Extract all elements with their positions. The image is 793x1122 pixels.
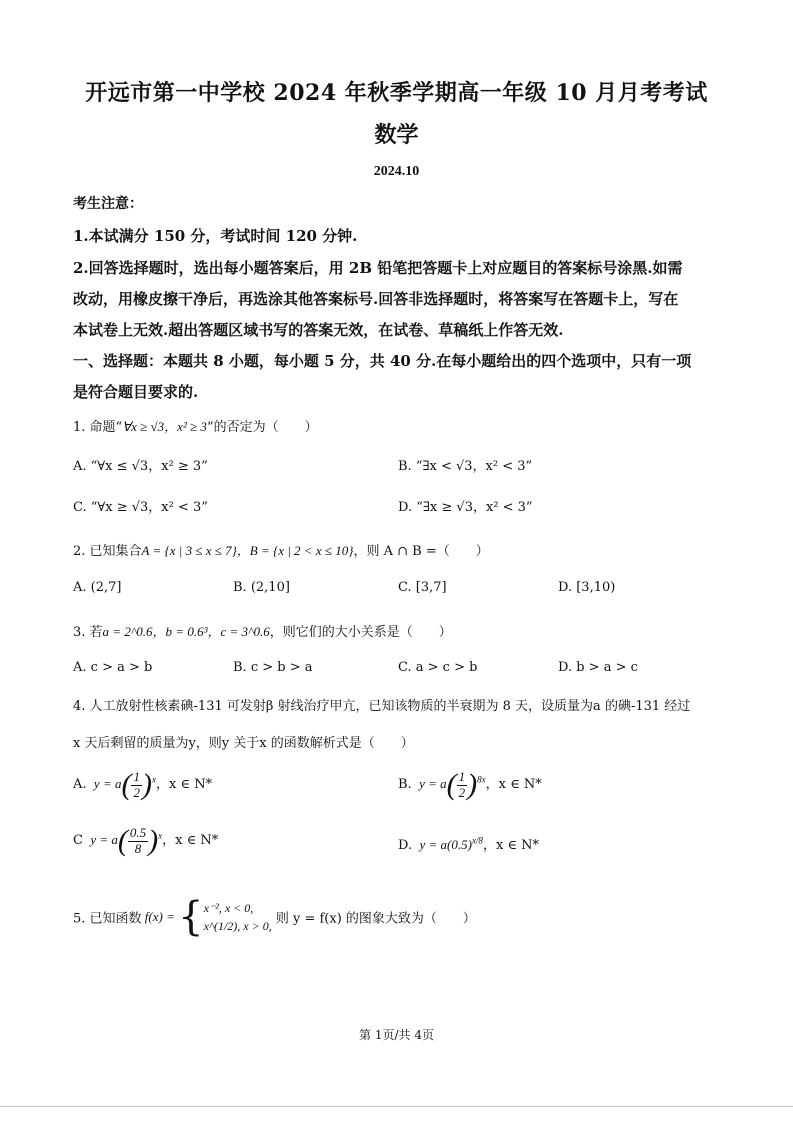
q2-option-d: D. [3,10) [558, 580, 616, 595]
q4-option-b-formula: y = a( $\frac{1}{2}$ )$^{8x}$ [415, 768, 486, 801]
q3-option-b: B. c > b > a [233, 660, 313, 675]
q1-option-c: C. “∀x ≥ √3，x² < 3” [73, 500, 208, 515]
q3-stem-math: a = 2^0.6，b = 0.6³，c = 3^0.6 [102, 624, 270, 639]
q1-option-b: B. “∃x < √3，x² < 3” [398, 459, 533, 474]
note-1: 1.本试满分 150 分，考试时间 120 分钟. [73, 227, 358, 245]
q3-stem-post: ，则它们的大小关系是（ ） [269, 625, 452, 640]
q4-option-b-label: B. [398, 776, 412, 792]
q1-stem-math: ∀x ≥ √3，x² ≥ 3 [122, 419, 207, 434]
q3-option-a: A. c > a > b [73, 660, 153, 675]
section-1-heading-line-1: 一、选择题：本题共 8 小题，每小题 5 分，共 40 分.在每小题给出的四个选项中，只有一项 [73, 352, 692, 370]
q3-option-d: D. b > a > c [558, 660, 638, 675]
q5-case-1: x⁻², x < 0, [203, 901, 254, 915]
q4-option-b-domain: ，x ∈ N* [485, 776, 542, 792]
q2-stem-pre: 2. 已知集合 [73, 544, 142, 559]
q5-brace: { [178, 894, 204, 940]
q4-option-c-domain: ，x ∈ N* [162, 832, 219, 848]
q5-function-name: f(x) = [141, 909, 179, 924]
q2-option-a: A. (2,7] [73, 580, 122, 595]
exam-title: 开远市第一中学校 2024 年秋季学期高一年级 10 月月考考试 [85, 80, 708, 106]
question-1-stem [73, 416, 318, 435]
question-3-stem [73, 621, 452, 640]
question-4-stem-line-1: 4. 人工放射性核素碘-131 可发射β 射线治疗甲亢，已知该物质的半衰期为 8 天，设质量为a 的碘-131 经过 [73, 699, 691, 714]
q5-piecewise [204, 899, 272, 935]
question-5-stem [73, 894, 476, 940]
q4-option-a [73, 768, 212, 802]
q2-stem-math: A = {x | 3 ≤ x ≤ 7}，B = {x | 2 < x ≤ 10} [141, 543, 354, 558]
question-2-stem [73, 540, 489, 559]
exam-date: 2024.10 [373, 164, 420, 179]
note-2-line-3: 本试卷上无效.超出答题区域书写的答案无效，在试卷、草稿纸上作答无效. [73, 321, 564, 339]
section-1-heading-line-2: 是符合题目要求的. [73, 383, 199, 401]
q1-stem-pre: 1. 命题“ [73, 420, 123, 435]
q3-stem-pre: 3. 若 [73, 625, 103, 640]
q2-option-b: B. (2,10] [233, 580, 290, 595]
q1-stem-post: ”的否定为（ ） [206, 420, 318, 435]
q4-option-a-label: A. [73, 776, 87, 792]
q4-option-d [398, 834, 539, 853]
q4-option-d-label: D. [398, 838, 413, 853]
q4-option-a-domain: ，x ∈ N* [155, 776, 213, 792]
q4-option-d-domain: ，x ∈ N* [482, 838, 540, 853]
notes-heading: 考生注意： [73, 196, 143, 212]
q4-option-c [73, 824, 218, 858]
page-bottom-divider [0, 1106, 793, 1107]
q4-option-c-formula: y = a( $\frac{0.5}{8}$ )$^x$ [87, 824, 163, 857]
q4-option-a-formula: y = a( $\frac{1}{2}$ )$^x$ [90, 768, 156, 801]
note-2-line-1: 2.回答选择题时，选出每小题答案后，用 2B 铅笔把答题卡上对应题目的答案标号涂黑.如需 [73, 259, 683, 277]
note-2-line-2: 改动，用橡皮擦干净后，再选涂其他答案标号.回答非选择题时，将答案写在答题卡上，写在 [73, 290, 679, 308]
q3-option-c: C. a > c > b [398, 660, 478, 675]
q1-option-d: D. “∃x ≥ √3，x² < 3” [398, 500, 533, 515]
exam-subject: 数学 [374, 122, 419, 148]
q5-case-2: x^(1/2), x > 0, [203, 919, 272, 933]
q4-option-d-formula: $y = a(0.5)^{x/8}$ [416, 835, 483, 852]
q5-stem-pre: 5. 已知函数 [73, 911, 142, 927]
page-footer: 第 1页/共 4页 [359, 1028, 434, 1042]
q2-option-c: C. [3,7] [398, 580, 447, 595]
question-4-stem-line-2: x 天后剩留的质量为y，则y 关于x 的函数解析式是（ ） [73, 736, 414, 751]
q4-option-b [398, 768, 542, 802]
q1-option-a: A. “∀x ≤ √3，x² ≥ 3” [73, 459, 208, 474]
q4-option-c-label: C [73, 832, 83, 848]
q2-stem-post: ，则 A ∩ B =（ ） [353, 544, 489, 559]
q5-stem-post: 则 y = f(x) 的图象大致为（ ） [275, 911, 476, 927]
